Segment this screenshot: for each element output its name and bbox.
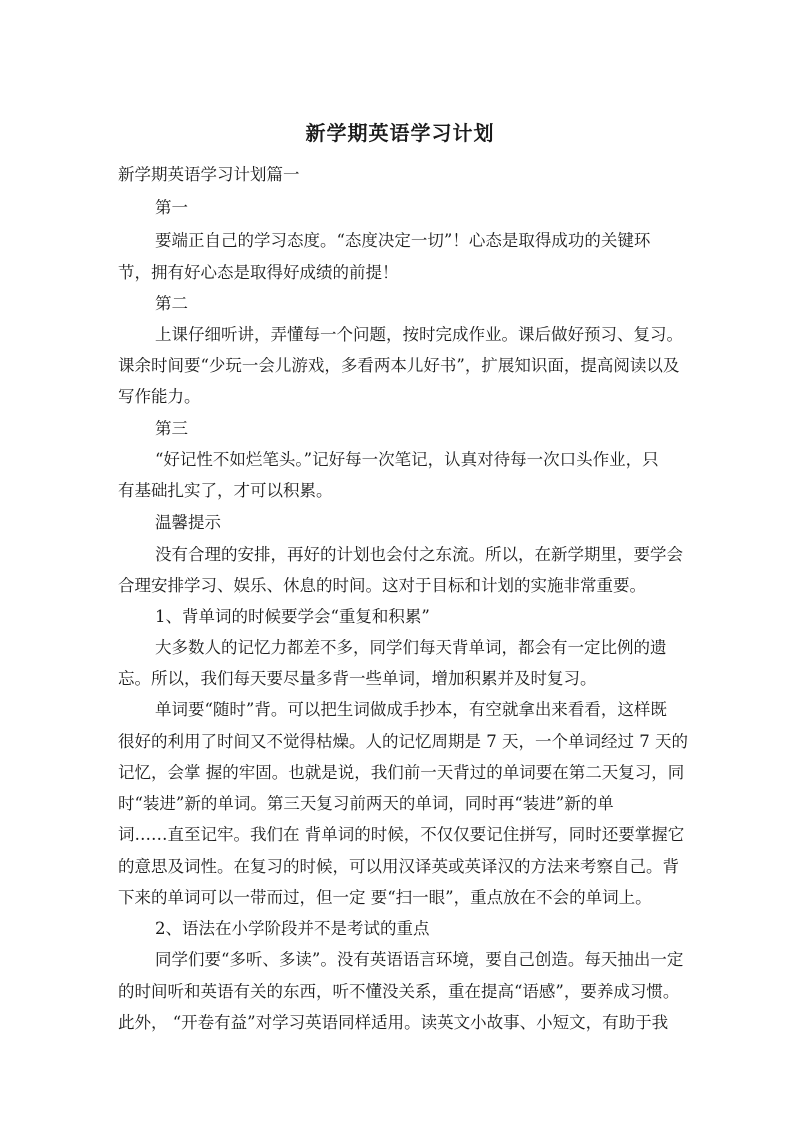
- paragraph-line: 忘。所以，我们每天要尽量多背一些单词，增加积累并及时复习。: [118, 669, 597, 688]
- paragraph-line: 节，拥有好心态是取得好成绩的前提！: [118, 263, 399, 282]
- paragraph-line: 很好的利用了时间又不觉得枯燥。人的记忆周期是 7 天，一个单词经过 7 天的: [118, 732, 688, 751]
- paragraph-line: 课余时间要“少玩一会儿游戏，多看两本儿好书”，扩展知识面，提高阅读以及: [118, 356, 680, 375]
- subheading-second: 第二: [155, 294, 188, 313]
- paragraph-line: 同学们要“多听、多读”。没有英语语言环境，要自己创造。每天抽出一定: [155, 950, 684, 969]
- subheading-grammar: 2、语法在小学阶段并不是考试的重点: [155, 919, 430, 938]
- paragraph-line: 的时间听和英语有关的东西，听不懂没关系，重在提高“语感”，要养成习惯。: [118, 982, 680, 1001]
- paragraph-line: 记忆，会掌 握的牢固。也就是说，我们前一天背过的单词要在第二天复习，同: [118, 763, 685, 782]
- document-title: 新学期英语学习计划: [305, 121, 495, 145]
- paragraph-line: 时“装进”新的单词。第三天复习前两天的单词，同时再“装进”新的单: [118, 794, 614, 813]
- paragraph-line: “好记性不如烂笔头。”记好每一次笔记，认真对待每一次口头作业，只: [155, 450, 659, 469]
- subheading-third: 第三: [155, 419, 188, 438]
- paragraph-line: 下来的单词可以一带而过，但一定 要“扫一眼”，重点放在不会的单词上。: [118, 888, 652, 907]
- paragraph-line: 没有合理的安排，再好的计划也会付之东流。所以，在新学期里，要学会: [155, 545, 683, 564]
- paragraph-line: 词……直至记牢。我们在 背单词的时候，不仅仅要记住拼写，同时还要掌握它: [118, 825, 685, 844]
- subheading-first: 第一: [155, 198, 188, 217]
- paragraph-line: 的意思及词性。在复习的时候，可以用汉译英或英译汉的方法来考察自己。背: [118, 857, 679, 876]
- paragraph-line: 大多数人的记忆力都差不多，同学们每天背单词，都会有一定比例的遗: [155, 638, 667, 657]
- subheading-tips: 温馨提示: [155, 513, 221, 532]
- paragraph-line: 合理安排学习、娱乐、休息的时间。这对于目标和计划的实施非常重要。: [118, 576, 646, 595]
- paragraph-line: 此外， “开卷有益”对学习英语同样适用。读英文小故事、小短文，有助于我: [118, 1013, 669, 1032]
- paragraph-line: 上课仔细听讲，弄懂每一个问题，按时完成作业。课后做好预习、复习。: [155, 325, 683, 344]
- paragraph-line: 要端正自己的学习态度。“态度决定一切”！心态是取得成功的关键环: [155, 231, 651, 250]
- paragraph-line: 有基础扎实了，才可以积累。: [118, 481, 333, 500]
- paragraph-line: 单词要“随时”背。可以把生词做成手抄本，有空就拿出来看看，这样既: [155, 700, 667, 719]
- section-heading-article-one: 新学期英语学习计划篇一: [118, 165, 300, 184]
- paragraph-line: 写作能力。: [118, 387, 201, 406]
- subheading-vocabulary: 1、背单词的时候要学会“重复和积累”: [155, 607, 430, 626]
